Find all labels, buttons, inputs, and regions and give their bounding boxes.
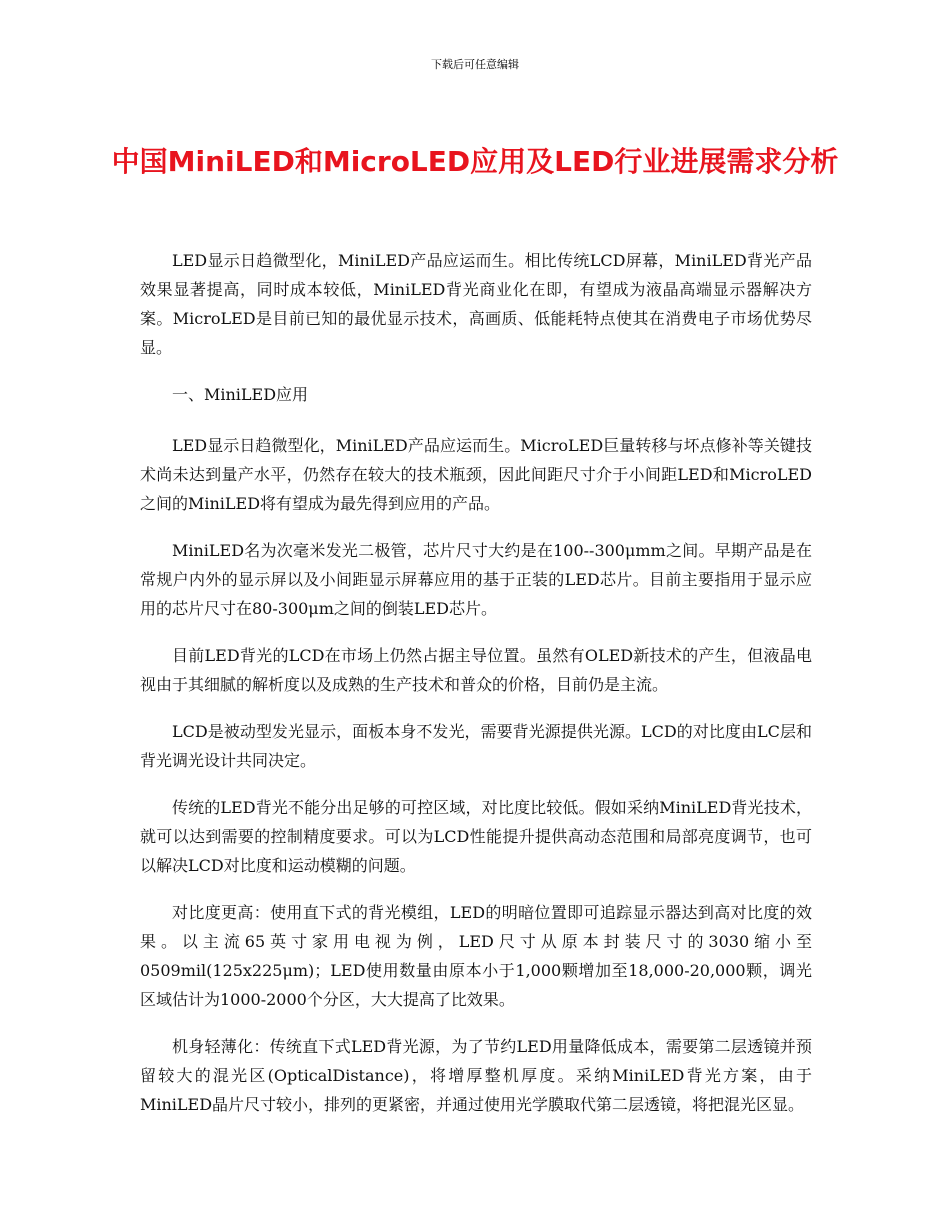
- paragraph: 对比度更高：使用直下式的背光模组，LED的明暗位置即可追踪显示器达到高对比度的效果。以主流65英寸家用电视为例，LED尺寸从原本封装尺寸的3030缩小至0509mil(125x225μm)；LED使用数量由原本小于1,000颗增加至18,000-20,000颗，调光区域估计为1000-2000个分区，大大提高了比效果。: [140, 903, 812, 1009]
- paragraph: MiniLED名为次毫米发光二极管，芯片尺寸大约是在100--300μmm之间。早期产品是在常规户内外的显示屏以及小间距显示屏幕应用的基于正装的LED芯片。目前主要指用于显示应用的芯片尺寸在80-300μm之间的倒装LED芯片。: [140, 541, 812, 618]
- paragraph: LED显示日趋微型化，MiniLED产品应运而生。MicroLED巨量转移与坏点修补等关键技术尚未达到量产水平，仍然存在较大的技术瓶颈，因此间距尺寸介于小间距LED和MicroLED之间的MiniLED将有望成为最先得到应用的产品。: [140, 436, 812, 513]
- header-note: 下载后可任意编辑: [431, 58, 519, 71]
- paragraph: LCD是被动型发光显示，面板本身不发光，需要背光源提供光源。LCD的对比度由LC层和背光调光设计共同决定。: [140, 722, 812, 770]
- document-title: 中国MiniLED和MicroLED应用及LED行业进展需求分析: [111, 145, 839, 178]
- section-heading-miniled: 一、MiniLED应用: [172, 385, 309, 404]
- paragraph-intro: LED显示日趋微型化，MiniLED产品应运而生。相比传统LCD屏幕，MiniLED背光产品效果显著提高，同时成本较低，MiniLED背光商业化在即，有望成为液晶高端显示器解决方案。MicroLED是目前已知的最优显示技术，高画质、低能耗特点使其在消费电子市场优势尽显。: [140, 251, 812, 357]
- paragraph: 目前LED背光的LCD在市场上仍然占据主导位置。虽然有OLED新技术的产生，但液晶电视由于其细腻的解析度以及成熟的生产技术和普众的价格，目前仍是主流。: [140, 646, 812, 694]
- paragraph: 传统的LED背光不能分出足够的可控区域，对比度比较低。假如采纳MiniLED背光技术，就可以达到需要的控制精度要求。可以为LCD性能提升提供高动态范围和局部亮度调节，也可以解决LCD对比度和运动模糊的问题。: [140, 798, 812, 875]
- paragraph: 机身轻薄化：传统直下式LED背光源，为了节约LED用量降低成本，需要第二层透镜并预留较大的混光区(OpticalDistance)，将增厚整机厚度。采纳MiniLED背光方案，由于MiniLED晶片尺寸较小，排列的更紧密，并通过使用光学膜取代第二层透镜，将把混光区显。: [140, 1037, 812, 1114]
- document-body: [140, 246, 812, 1137]
